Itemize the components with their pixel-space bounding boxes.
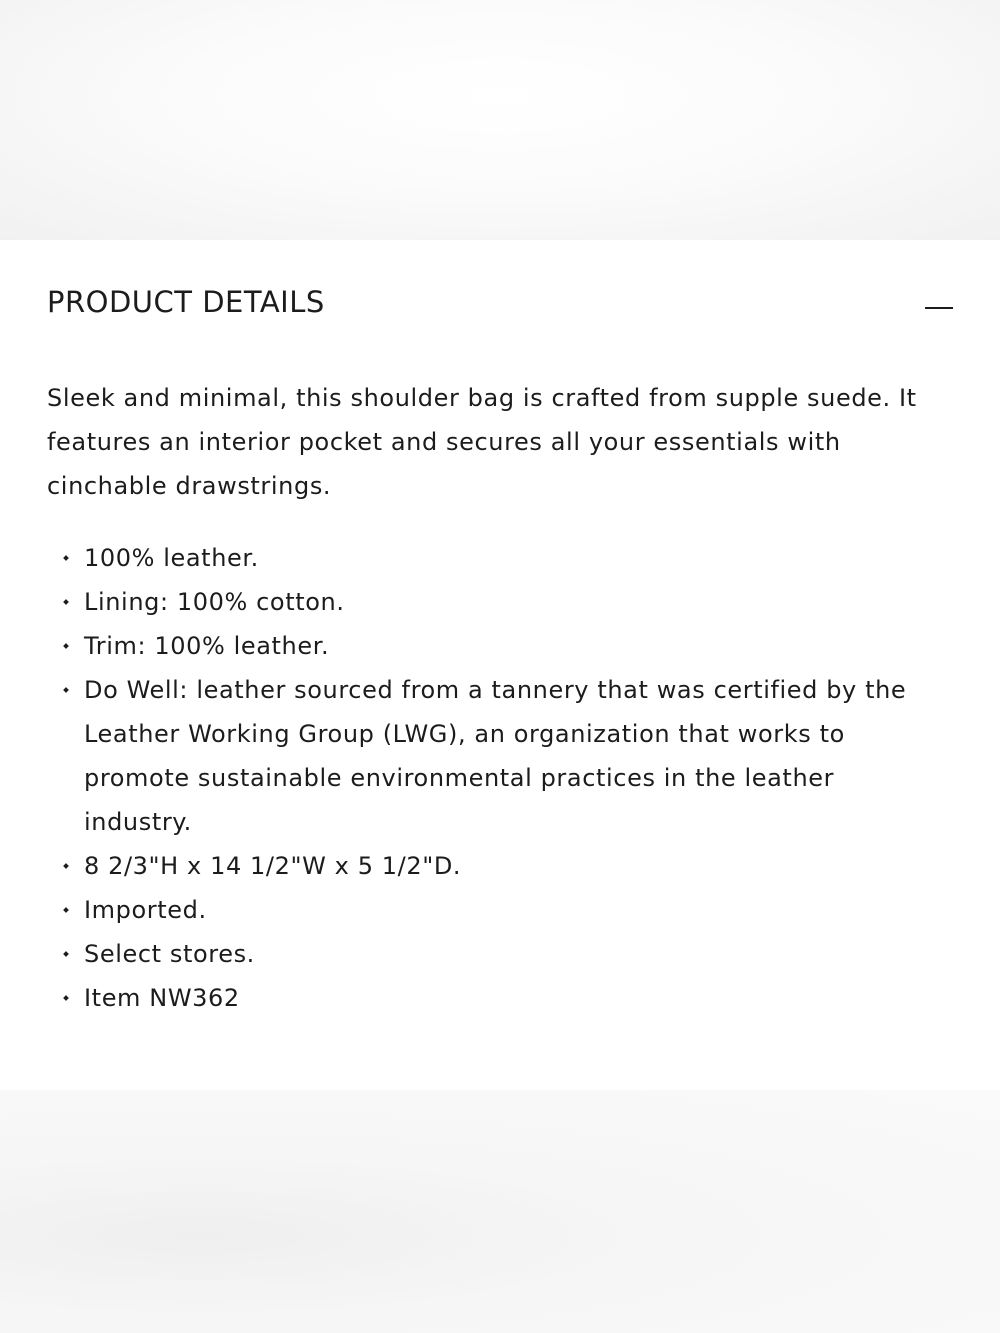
detail-item: Imported. bbox=[47, 888, 947, 932]
minus-icon-bar bbox=[925, 307, 953, 309]
detail-item: 8 2/3"H x 14 1/2"W x 5 1/2"D. bbox=[47, 844, 947, 888]
detail-item: Do Well: leather sourced from a tannery that was certified by the Leather Working Group (LWG), an organization that works to promote sustainable environmental practices in the leather industry. bbox=[47, 668, 947, 844]
minus-icon[interactable] bbox=[923, 286, 955, 318]
product-description: Sleek and minimal, this shoulder bag is crafted from supple suede. It features an interior pocket and secures all your essentials with cinchable drawstrings. bbox=[47, 384, 917, 500]
product-details-list bbox=[47, 536, 947, 1020]
product-details-title: PRODUCT DETAILS bbox=[47, 285, 325, 319]
detail-item: Select stores. bbox=[47, 932, 947, 976]
product-details-header[interactable] bbox=[47, 280, 955, 324]
detail-item: Lining: 100% cotton. bbox=[47, 580, 947, 624]
product-details-panel bbox=[0, 240, 1000, 1090]
detail-item: Item NW362 bbox=[47, 976, 947, 1020]
product-image-area-top bbox=[0, 0, 1000, 240]
product-image-area-bottom bbox=[0, 1090, 1000, 1333]
detail-item: Trim: 100% leather. bbox=[47, 624, 947, 668]
detail-item: 100% leather. bbox=[47, 536, 947, 580]
